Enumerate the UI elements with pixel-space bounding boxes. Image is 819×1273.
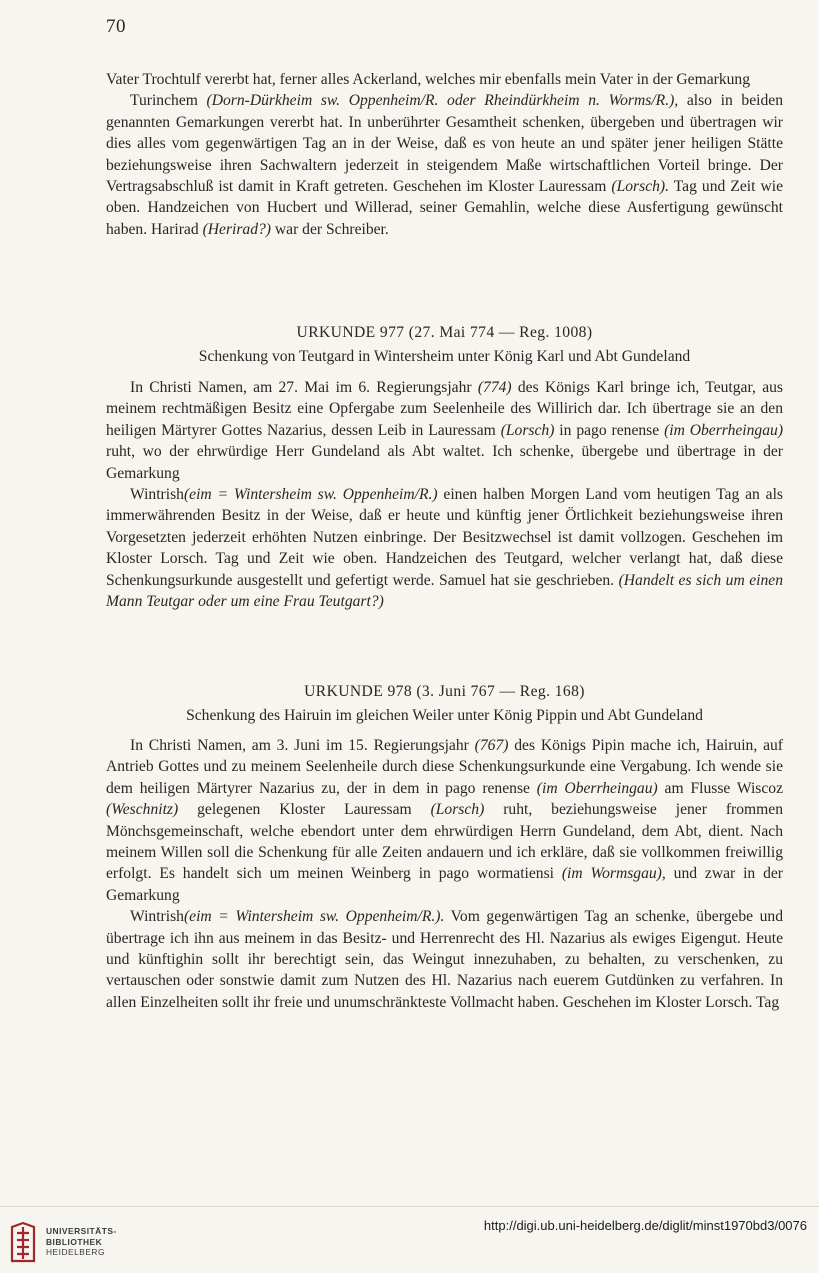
footer-divider [0,1206,819,1207]
urkunde-978-paragraph-2: Wintrish(eim = Wintersheim sw. Oppenheim/R.). Vom gegenwärtigen Tag an schenke, übergebe und übertrage ich ihn aus meinem in das Besitz- und Herrenrecht des Hl. Nazarius als ewiges Eigengut. Heute und künftighin sollt ihr berechtigt sein, das Weingut innezuhaben, zu behalten, zu verschenken, zu vertauschen oder sonstwie damit zum Nutzen des Hl. Nazarius nach euerem Gutdünken zu verfahren. In allen Einzelheiten sollt ihr freie und unumschränkteste Vollmacht haben. Geschehen im Kloster Lorsch. Tag [106,908,784,1011]
library-logo-icon[interactable] [8,1221,38,1265]
urkunde-977-paragraph-2: Wintrish(eim = Wintersheim sw. Oppenheim/R.) einen halben Morgen Land vom heutigen Tag an als immerwährenden Besitz in der Weise, daß er heute und künftig jener Örtlichkeit beziehungsweise ihren Vorgesetzten jederzeit erhöhten Nutzen einbringe. Der Besitzwechsel ist damit vollzogen. Geschehen im Kloster Lorsch. Tag und Zeit wie oben. Handzeichen des Teutgard, welcher verlangt hat, daß diese Schenkungsurkunde ausgestellt und gefertigt werde. Samuel hat sie geschrieben. (Handelt es sich um einen Mann Teutgar oder um eine Frau Teutgart?) [106,486,783,611]
intro-text [106,69,783,240]
urkunde-978-text [106,735,783,1013]
urkunde-978-subheading: Schenkung des Hairuin im gleichen Weiler unter König Pippin und Abt Gundeland [186,707,703,724]
page-number: 70 [106,16,126,37]
urkunde-978-paragraph-1: In Christi Namen, am 3. Juni im 15. Regierungsjahr (767) des Königs Pipin mache ich, Hairuin, auf Antrieb Gottes und zu meinem Seelenheile durch diese Schenkungsurkunde eine Vergabung. Ich wende sie dem heiligen Märtyrer Nazarius zu, der in dem in pago renense (im Oberrheingau) am Flusse Wiscoz (Weschnitz) gelegenen Kloster Lauressam (Lorsch) ruht, beziehungsweise jener frommen Mönchsgemeinschaft, welche ebendort unter dem ehrwürdigen Herrn Gundeland, dem Abt, dient. Nach meinem Willen soll die Schenkung für alle Zeiten andauern und ich erkläre, daß sie vollkommen freiwillig erfolgt. Es handelt sich um meinen Weinberg in pago wormatiensi (im Wormsgau), und zwar in der Gemarkung [106,737,784,904]
intro-paragraph-2: Turinchem (Dorn-Dürkheim sw. Oppenheim/R. oder Rheindürkheim n. Worms/R.), also in beiden genannten Gemarkungen vererbt hat. In unberührter Gesamtheit schenken, übergeben und übertragen wir dies alles vom gegenwärtigen Tag an in der Weise, daß es von heute an und später jener heiligen Stätte beziehungsweise ihren Sachwaltern jederzeit in steigendem Maße wirtschaftlichen Vorteil bringe. Der Vertragsabschluß ist damit in Kraft getreten. Geschehen im Kloster Lauressam (Lorsch). Tag und Zeit wie oben. Handzeichen von Hucbert und Willerad, seiner Gemahlin, welche diese Ausfertigung gewünscht haben. Harirad (Herirad?) war der Schreiber. [106,92,784,238]
library-name-line-2: BIBLIOTHEK [46,1236,103,1247]
library-name-line-1: UNIVERSITÄTS- [46,1226,117,1236]
urkunde-978-heading: URKUNDE 978 (3. Juni 767 — Reg. 168) [304,683,585,700]
urkunde-977-text [106,377,783,612]
urkunde-977-subheading: Schenkung von Teutgard in Wintersheim unter König Karl und Abt Gundeland [198,348,691,365]
intro-paragraph-1: Vater Trochtulf vererbt hat, ferner alles Ackerland, welches mir ebenfalls mein Vater in der Gemarkung [106,71,751,88]
source-url-link[interactable]: http://digi.ub.uni-heidelberg.de/diglit/minst1970bd3/0076 [483,1218,807,1233]
urkunde-977-paragraph-1: In Christi Namen, am 27. Mai im 6. Regierungsjahr (774) des Königs Karl bringe ich, Teutgar, aus meinem rechtmäßigen Besitz eine Opfergabe zum Seelenheile des Willirich dar. Ich übertrage sie an den heiligen Märtyrer Gottes Nazarius, dessen Leib in Lauressam (Lorsch) in pago renense (im Oberrheingau) ruht, wo der ehrwürdige Herr Gundeland als Abt waltet. Ich schenke, übergebe und übertrage in der Gemarkung [106,379,784,482]
urkunde-977-heading: URKUNDE 977 (27. Mai 774 — Reg. 1008) [296,324,593,341]
library-name-line-3: HEIDELBERG [46,1247,105,1257]
library-name[interactable] [46,1226,117,1258]
